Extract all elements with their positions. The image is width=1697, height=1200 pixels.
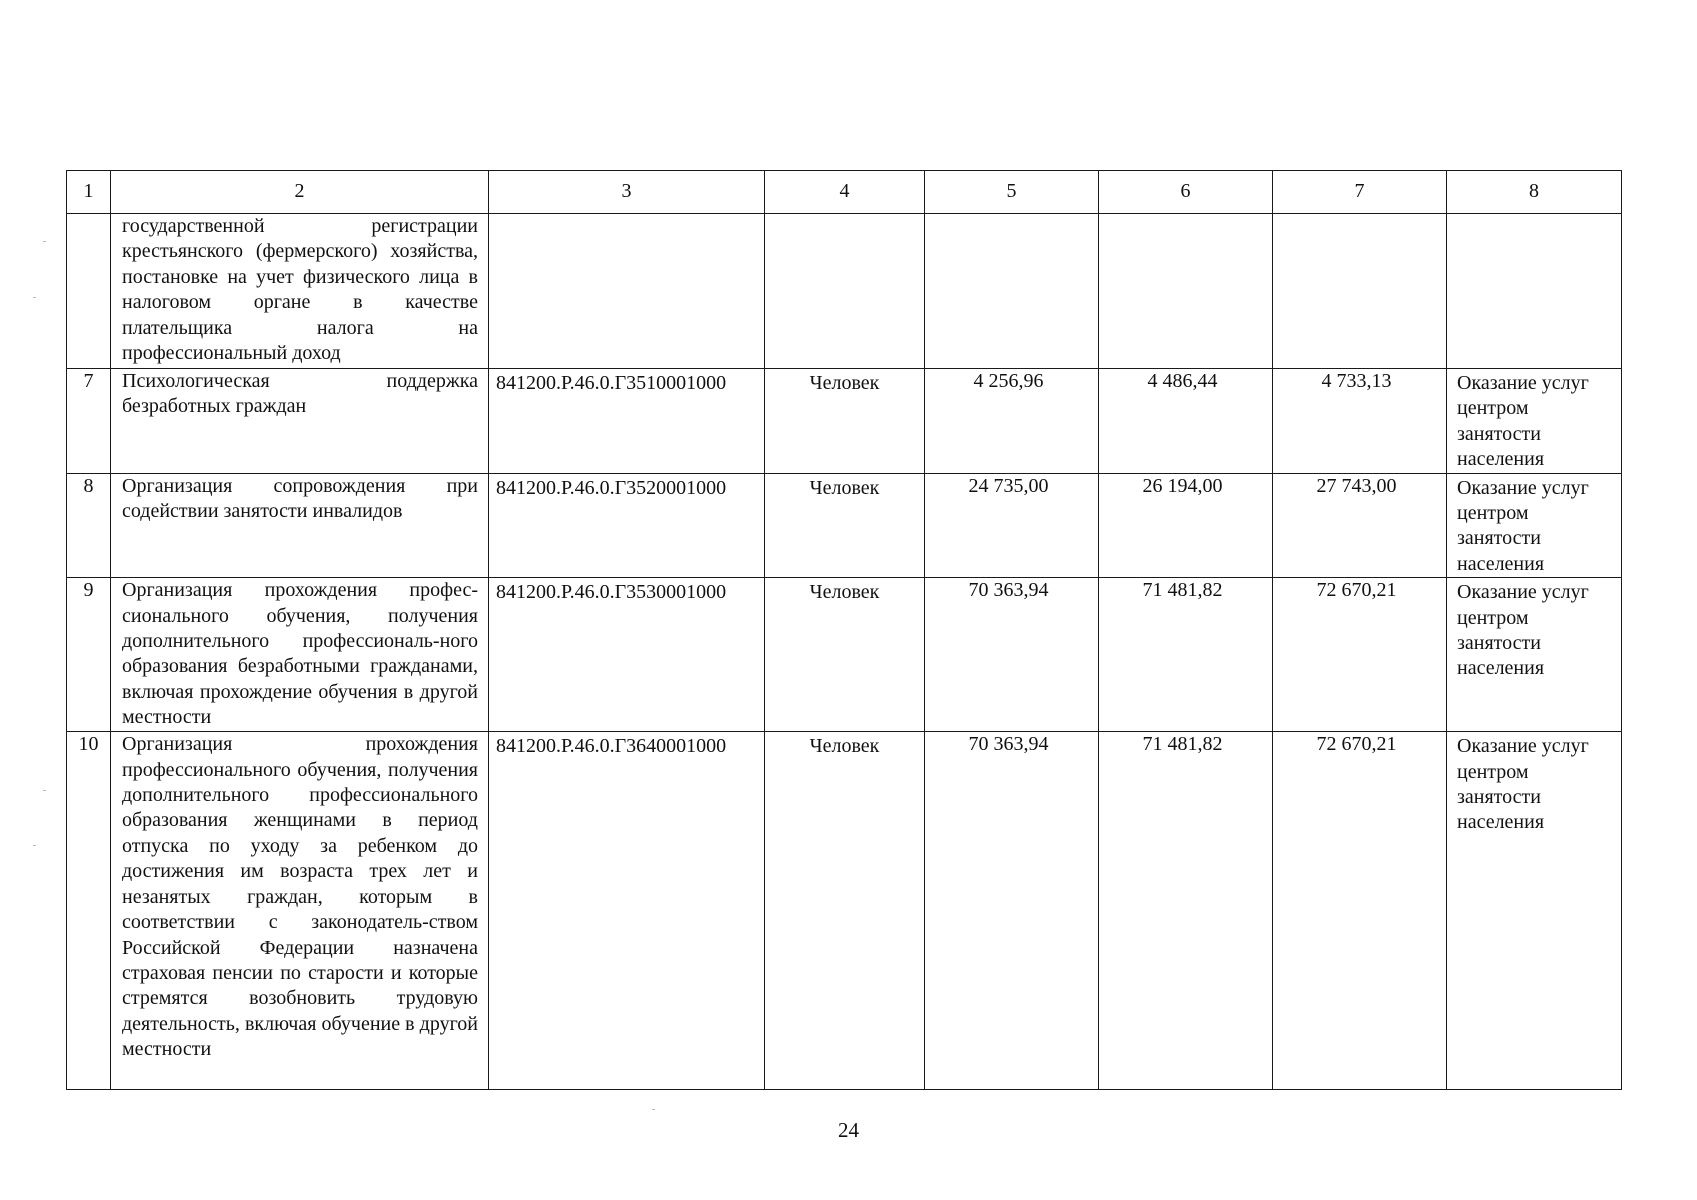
scan-speck xyxy=(652,1109,655,1110)
column-number: 1 xyxy=(67,171,111,214)
service-name: Психологическая поддержка безработных граждан xyxy=(111,369,489,474)
registry-code: 841200.Р.46.0.Г3510001000 xyxy=(489,369,765,474)
value-col7: 27 743,00 xyxy=(1273,473,1447,578)
scan-speck xyxy=(43,241,46,242)
row-number: 10 xyxy=(67,732,111,1090)
scan-speck xyxy=(33,845,36,846)
value-col6: 26 194,00 xyxy=(1099,473,1273,578)
value-col5: 4 256,96 xyxy=(925,369,1099,474)
column-number: 3 xyxy=(489,171,765,214)
services-table xyxy=(66,170,1622,1090)
value-col7 xyxy=(1273,214,1447,369)
note xyxy=(1447,214,1622,369)
value-col5: 70 363,94 xyxy=(925,578,1099,732)
registry-code xyxy=(489,214,765,369)
scan-speck xyxy=(33,297,36,298)
registry-code: 841200.Р.46.0.Г3520001000 xyxy=(489,473,765,578)
value-col5 xyxy=(925,214,1099,369)
table-row xyxy=(67,578,1622,732)
column-number: 7 xyxy=(1273,171,1447,214)
note: Оказание услуг центром занятости населения xyxy=(1447,473,1622,578)
value-col6: 71 481,82 xyxy=(1099,578,1273,732)
row-number: 8 xyxy=(67,473,111,578)
value-col7: 4 733,13 xyxy=(1273,369,1447,474)
table-row xyxy=(67,473,1622,578)
continuation-row xyxy=(67,214,1622,369)
value-col7: 72 670,21 xyxy=(1273,578,1447,732)
row-number xyxy=(67,214,111,369)
note: Оказание услуг центром занятости населения xyxy=(1447,732,1622,1090)
page-number: 24 xyxy=(838,1118,859,1142)
table-row xyxy=(67,369,1622,474)
value-col7: 72 670,21 xyxy=(1273,732,1447,1090)
column-number: 4 xyxy=(765,171,925,214)
row-number: 9 xyxy=(67,578,111,732)
note: Оказание услуг центром занятости населения xyxy=(1447,578,1622,732)
table-row xyxy=(67,732,1622,1090)
unit xyxy=(765,214,925,369)
column-number: 2 xyxy=(111,171,489,214)
unit: Человек xyxy=(765,473,925,578)
service-name: государственной регистрации крестьянского (фермерского) хозяйства, постановке на учет физического лица в налоговом органе в качестве плательщика налога на профессиональный доход xyxy=(111,214,489,369)
column-number: 8 xyxy=(1447,171,1622,214)
unit: Человек xyxy=(765,369,925,474)
scan-speck xyxy=(43,790,46,791)
registry-code: 841200.Р.46.0.Г3530001000 xyxy=(489,578,765,732)
value-col6: 71 481,82 xyxy=(1099,732,1273,1090)
unit: Человек xyxy=(765,578,925,732)
service-name: Организация прохождения профес-сионального обучения, получения дополнительного профессиональ-ного образования безработными гражданами, включая прохождение обучения в другой местности xyxy=(111,578,489,732)
service-name: Организация сопровождения при содействии занятости инвалидов xyxy=(111,473,489,578)
column-number: 5 xyxy=(925,171,1099,214)
value-col6 xyxy=(1099,214,1273,369)
note: Оказание услуг центром занятости населения xyxy=(1447,369,1622,474)
service-name: Организация прохождения профессионального обучения, получения дополнительного профессионального образования женщинами в период отпуска по уходу за ребенком до достижения им возраста трех лет и незанятых граждан, которым в соответствии с законодатель-ством Российской Федерации назначена страховая пенсии по старости и которые стремятся возобновить трудовую деятельность, включая обучение в другой местности xyxy=(111,732,489,1090)
column-number: 6 xyxy=(1099,171,1273,214)
row-number: 7 xyxy=(67,369,111,474)
value-col5: 70 363,94 xyxy=(925,732,1099,1090)
unit: Человек xyxy=(765,732,925,1090)
value-col5: 24 735,00 xyxy=(925,473,1099,578)
value-col6: 4 486,44 xyxy=(1099,369,1273,474)
column-number-row xyxy=(67,171,1622,214)
registry-code: 841200.Р.46.0.Г3640001000 xyxy=(489,732,765,1090)
